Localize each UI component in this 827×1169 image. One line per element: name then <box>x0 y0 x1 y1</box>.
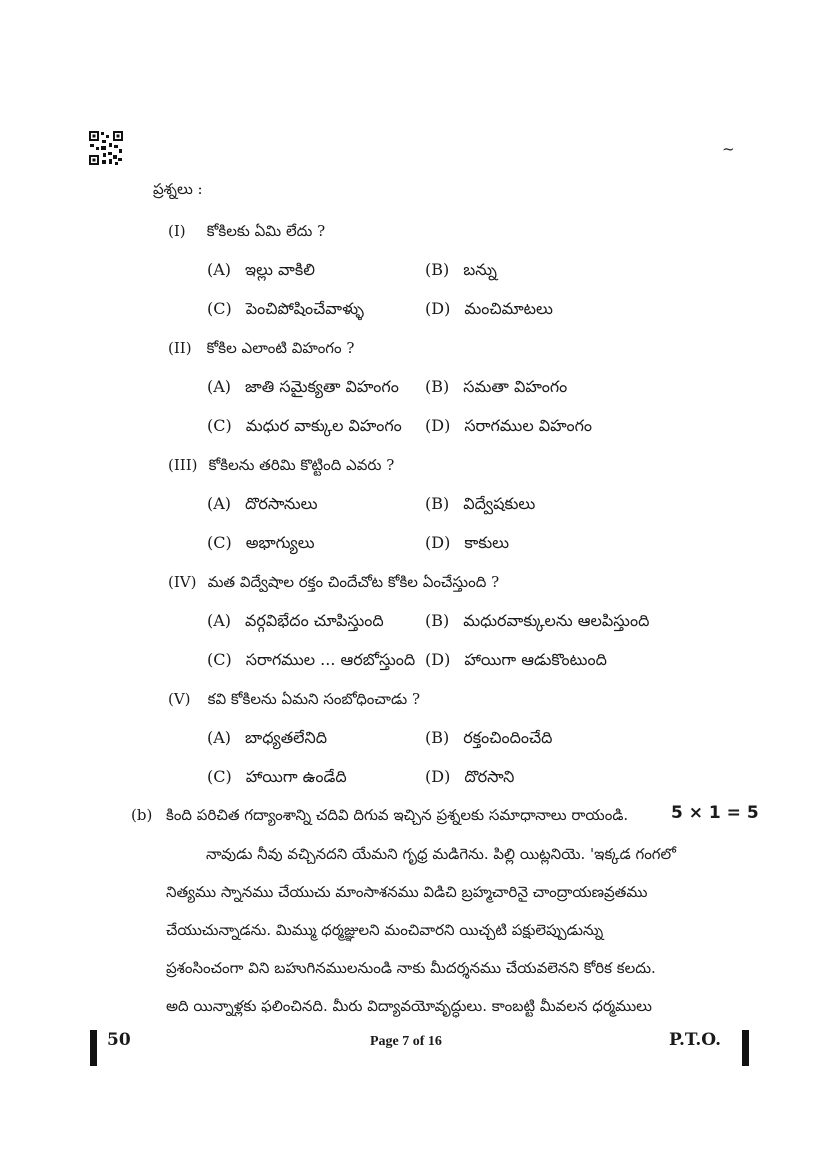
option-item <box>425 611 649 634</box>
paragraph-line: నిత్యము స్నానము చేయుచు మాంసాశనము విడిచి బ్రహ్మచారినై చాంద్రాయణవ్రతము <box>166 883 648 901</box>
option-label: (C) <box>207 416 232 435</box>
option-item <box>425 260 497 283</box>
paragraph-line: ప్రశంసించంగా విని బహుగినములనుండి నాకు మీదర్శనము చేయవలెనని కోరిక కలదు. <box>166 959 656 977</box>
question-number: (III) <box>168 456 198 474</box>
option-text: దొరసాని <box>464 767 515 786</box>
option-label: (C) <box>207 650 232 669</box>
option-label: (C) <box>207 299 232 318</box>
question-text: కోకిల ఎలాంటి విహంగం ? <box>206 339 355 357</box>
question-text: మత విద్వేషాల రక్తం చిందేచోట కోకిల ఏంచేస్తుంది ? <box>207 573 500 591</box>
option-label: (D) <box>425 767 451 786</box>
question-number: (I) <box>168 222 186 240</box>
pto-label: P.T.O. <box>669 1030 721 1050</box>
option-text: బాధ్యతలేనిది <box>245 728 328 747</box>
question-row <box>168 221 325 244</box>
part-b-label: (b) <box>131 806 153 824</box>
option-label: (B) <box>425 377 450 396</box>
marks-allocation: 5 × 1 = 5 <box>671 803 759 823</box>
option-text: మంచిమాటలు <box>464 299 553 318</box>
option-text: సరాగముల విహంగం <box>464 416 593 435</box>
option-label: (B) <box>425 494 450 513</box>
option-label: (B) <box>425 260 450 279</box>
option-text: కాకులు <box>464 533 510 552</box>
option-item <box>425 767 514 790</box>
option-item <box>207 611 384 634</box>
option-item <box>425 533 509 556</box>
footer-left-bar <box>90 1030 97 1066</box>
option-item <box>207 260 315 283</box>
question-row <box>168 455 394 478</box>
option-label: (A) <box>207 494 232 513</box>
option-item <box>425 377 567 400</box>
option-label: (A) <box>207 728 232 747</box>
question-text: కోకిలకు ఏమి లేదు ? <box>206 222 326 240</box>
option-item <box>425 650 607 673</box>
question-row <box>168 689 420 712</box>
header-tilde: ~ <box>722 140 735 158</box>
option-label: (D) <box>425 416 451 435</box>
page-number: Page 7 of 16 <box>370 1034 442 1049</box>
option-text: మధుర వాక్కుల విహంగం <box>245 416 402 435</box>
option-text: ఇల్లు వాకిలి <box>245 260 315 279</box>
option-item <box>207 728 327 751</box>
question-text: కోకిలను తరిమి కొట్టింది ఎవరు ? <box>208 456 395 474</box>
option-item <box>425 299 553 322</box>
option-item <box>207 650 415 673</box>
option-item <box>207 767 347 790</box>
option-text: విద్వేషకులు <box>463 494 536 513</box>
option-label: (C) <box>207 767 232 786</box>
option-text: హాయిగా ఆడుకొంటుంది <box>464 650 607 669</box>
option-label: (A) <box>207 611 232 630</box>
option-text: వర్గవిభేదం చూపిస్తుంది <box>245 611 384 630</box>
option-label: (D) <box>425 299 451 318</box>
option-text: రక్తంచిందించేది <box>463 728 553 747</box>
option-item <box>207 377 399 400</box>
questions-heading: ప్రశ్నలు : <box>153 180 203 198</box>
paragraph-line: అది యిన్నాళ్లకు ఫలించినది. మీరు విద్యావయోవృద్ధులు. కాంబట్టి మీవలన ధర్మములు <box>166 997 652 1015</box>
option-text: సమతా విహంగం <box>463 377 568 396</box>
question-number: (V) <box>168 690 191 708</box>
option-item <box>207 494 317 517</box>
question-row <box>168 338 354 361</box>
footer-right-bar <box>742 1030 749 1066</box>
question-number: (II) <box>168 339 192 357</box>
option-item <box>425 416 592 439</box>
option-item <box>207 416 402 439</box>
question-row <box>168 572 499 595</box>
footer-code: 50 <box>107 1030 131 1050</box>
option-text: బన్ను <box>463 260 497 279</box>
option-text: హాయిగా ఉండేది <box>245 767 347 786</box>
option-label: (C) <box>207 533 232 552</box>
question-text: కవి కోకిలను ఏమని సంబోధించాడు ? <box>207 690 421 708</box>
option-label: (B) <box>425 611 450 630</box>
option-label: (B) <box>425 728 450 747</box>
option-text: సరాగముల ... ఆరబోస్తుంది <box>245 650 416 669</box>
option-label: (D) <box>425 650 451 669</box>
paragraph-line: చేయుచున్నాడను. మిమ్ము ధర్మజ్ఞులని మంచివారని యిచ్చటి పక్షులెప్పుడున్ను <box>166 921 604 939</box>
option-item <box>207 533 315 556</box>
question-number: (IV) <box>168 573 197 591</box>
paragraph-line: నావుడు నీవు వచ్చినదని యేమని గృధ్ర మడిగెను. పిల్లి యిట్లనియె. 'ఇక్కడ గంగలో <box>206 845 676 863</box>
option-item <box>425 728 552 751</box>
option-text: జాతి సమైక్యతా విహంగం <box>245 377 399 396</box>
option-label: (A) <box>207 377 232 396</box>
option-text: పెంచిపోషించేవాళ్ళు <box>245 299 364 318</box>
option-item <box>207 299 364 322</box>
option-label: (A) <box>207 260 232 279</box>
part-b-instruction: కింది పరిచిత గద్యాంశాన్ని చదివి దిగువ ఇచ్చిన ప్రశ్నలకు సమాధానాలు రాయండి. <box>166 806 629 824</box>
option-label: (D) <box>425 533 451 552</box>
option-text: అభాగ్యులు <box>245 533 315 552</box>
qr-code-icon <box>89 131 123 165</box>
option-text: మధురవాక్కులను ఆలపిస్తుంది <box>463 611 650 630</box>
option-item <box>425 494 535 517</box>
option-text: దొరసానులు <box>245 494 318 513</box>
